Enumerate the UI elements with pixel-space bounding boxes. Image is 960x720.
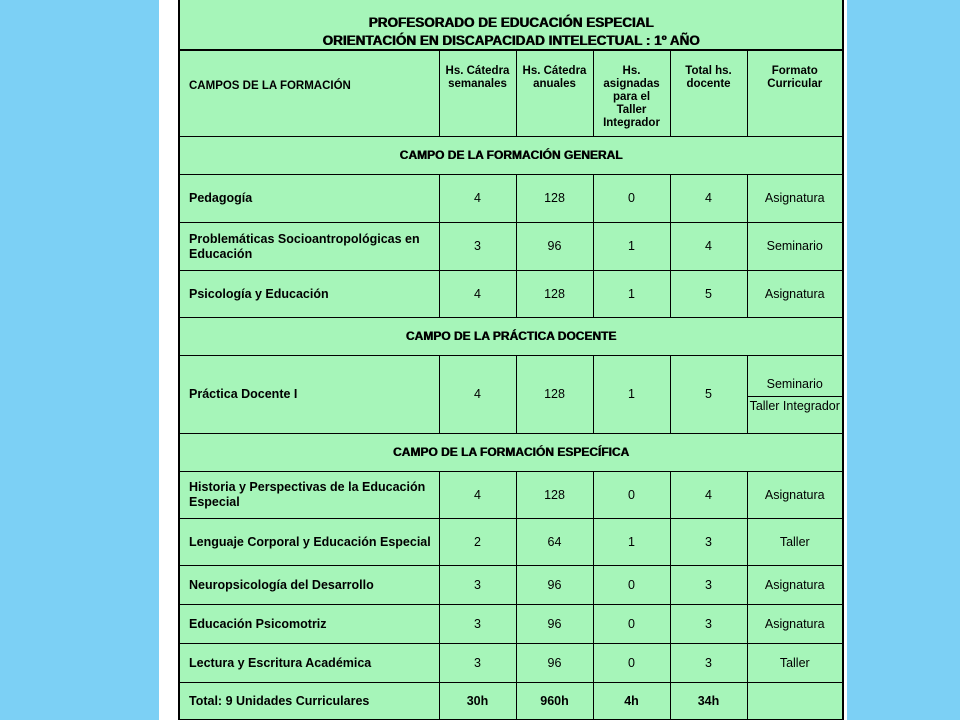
curricular-format: Asignatura <box>747 472 842 519</box>
hours-workshop: 0 <box>593 605 670 644</box>
hours-annual: 128 <box>516 356 593 434</box>
header-anuales: Hs. Cátedra anuales <box>516 51 593 137</box>
hours-weekly: 4 <box>439 271 516 318</box>
table-row <box>180 271 842 318</box>
hours-total: 3 <box>670 519 747 566</box>
total-hours-annual: 960h <box>516 683 593 720</box>
hours-workshop: 0 <box>593 175 670 223</box>
section-title-general: CAMPO DE LA FORMACIÓN GENERAL <box>180 137 842 175</box>
total-hours-workshop: 4h <box>593 683 670 720</box>
table-row <box>180 519 842 566</box>
subject-name: Historia y Perspectivas de la Educación Especial <box>180 472 439 519</box>
table-row <box>180 472 842 519</box>
subject-name: Psicología y Educación <box>180 271 439 318</box>
subject-name: Neuropsicología del Desarrollo <box>180 566 439 605</box>
hours-workshop: 1 <box>593 356 670 434</box>
title-line-1: PROFESORADO DE EDUCACIÓN ESPECIAL <box>368 15 654 30</box>
hours-weekly: 2 <box>439 519 516 566</box>
curricular-format: Asignatura <box>747 605 842 644</box>
header-semanales: Hs. Cátedra semanales <box>439 51 516 137</box>
hours-annual: 64 <box>516 519 593 566</box>
hours-workshop: 1 <box>593 271 670 318</box>
hours-annual: 128 <box>516 271 593 318</box>
document-title <box>180 0 842 50</box>
table-row <box>180 356 842 434</box>
curricular-format-split <box>747 356 842 434</box>
curriculum-table <box>180 50 842 720</box>
total-hours-weekly: 30h <box>439 683 516 720</box>
hours-workshop: 1 <box>593 519 670 566</box>
table-row <box>180 175 842 223</box>
hours-total: 3 <box>670 566 747 605</box>
hours-annual: 128 <box>516 175 593 223</box>
hours-annual: 96 <box>516 223 593 271</box>
subject-name: Educación Psicomotriz <box>180 605 439 644</box>
curriculum-document <box>178 0 844 720</box>
curricular-format: Seminario <box>748 371 843 397</box>
table-row <box>180 223 842 271</box>
section-title-especifica: CAMPO DE LA FORMACIÓN ESPECÍFICA <box>180 434 842 472</box>
curricular-format: Asignatura <box>747 271 842 318</box>
total-row <box>180 683 842 720</box>
total-hours-total: 34h <box>670 683 747 720</box>
header-formato: Formato Curricular <box>747 51 842 137</box>
table-row <box>180 566 842 605</box>
subject-name: Lenguaje Corporal y Educación Especial <box>180 519 439 566</box>
hours-annual: 128 <box>516 472 593 519</box>
total-format <box>747 683 842 720</box>
curricular-format: Asignatura <box>747 566 842 605</box>
subject-name: Práctica Docente I <box>180 356 439 434</box>
header-row <box>180 51 842 137</box>
hours-weekly: 3 <box>439 605 516 644</box>
hours-weekly: 3 <box>439 644 516 683</box>
curricular-format: Asignatura <box>747 175 842 223</box>
hours-weekly: 3 <box>439 223 516 271</box>
curricular-format: Taller <box>747 644 842 683</box>
hours-weekly: 3 <box>439 566 516 605</box>
hours-total: 4 <box>670 472 747 519</box>
subject-name: Problemáticas Socioantropológicas en Educación <box>180 223 439 271</box>
header-total: Total hs. docente <box>670 51 747 137</box>
hours-total: 5 <box>670 356 747 434</box>
header-taller: Hs. asignadas para el Taller Integrador <box>593 51 670 137</box>
hours-annual: 96 <box>516 566 593 605</box>
section-row-practica <box>180 318 842 356</box>
hours-total: 5 <box>670 271 747 318</box>
section-row-especifica <box>180 434 842 472</box>
section-row-general <box>180 137 842 175</box>
curricular-format: Taller <box>747 519 842 566</box>
hours-annual: 96 <box>516 644 593 683</box>
title-line-2: ORIENTACIÓN EN DISCAPACIDAD INTELECTUAL : 1º AÑO <box>322 33 700 48</box>
hours-total: 3 <box>670 644 747 683</box>
hours-total: 4 <box>670 175 747 223</box>
total-label: Total: 9 Unidades Curriculares <box>180 683 439 720</box>
hours-weekly: 4 <box>439 472 516 519</box>
table-row <box>180 644 842 683</box>
curricular-format: Seminario <box>747 223 842 271</box>
table-row <box>180 605 842 644</box>
section-title-practica: CAMPO DE LA PRÁCTICA DOCENTE <box>180 318 842 356</box>
hours-workshop: 0 <box>593 472 670 519</box>
header-campos: CAMPOS DE LA FORMACIÓN <box>180 51 439 137</box>
hours-total: 3 <box>670 605 747 644</box>
curricular-format: Taller Integrador <box>749 399 840 413</box>
subject-name: Pedagogía <box>180 175 439 223</box>
hours-weekly: 4 <box>439 356 516 434</box>
hours-annual: 96 <box>516 605 593 644</box>
hours-workshop: 0 <box>593 644 670 683</box>
hours-weekly: 4 <box>439 175 516 223</box>
hours-workshop: 1 <box>593 223 670 271</box>
subject-name: Lectura y Escritura Académica <box>180 644 439 683</box>
hours-workshop: 0 <box>593 566 670 605</box>
hours-total: 4 <box>670 223 747 271</box>
